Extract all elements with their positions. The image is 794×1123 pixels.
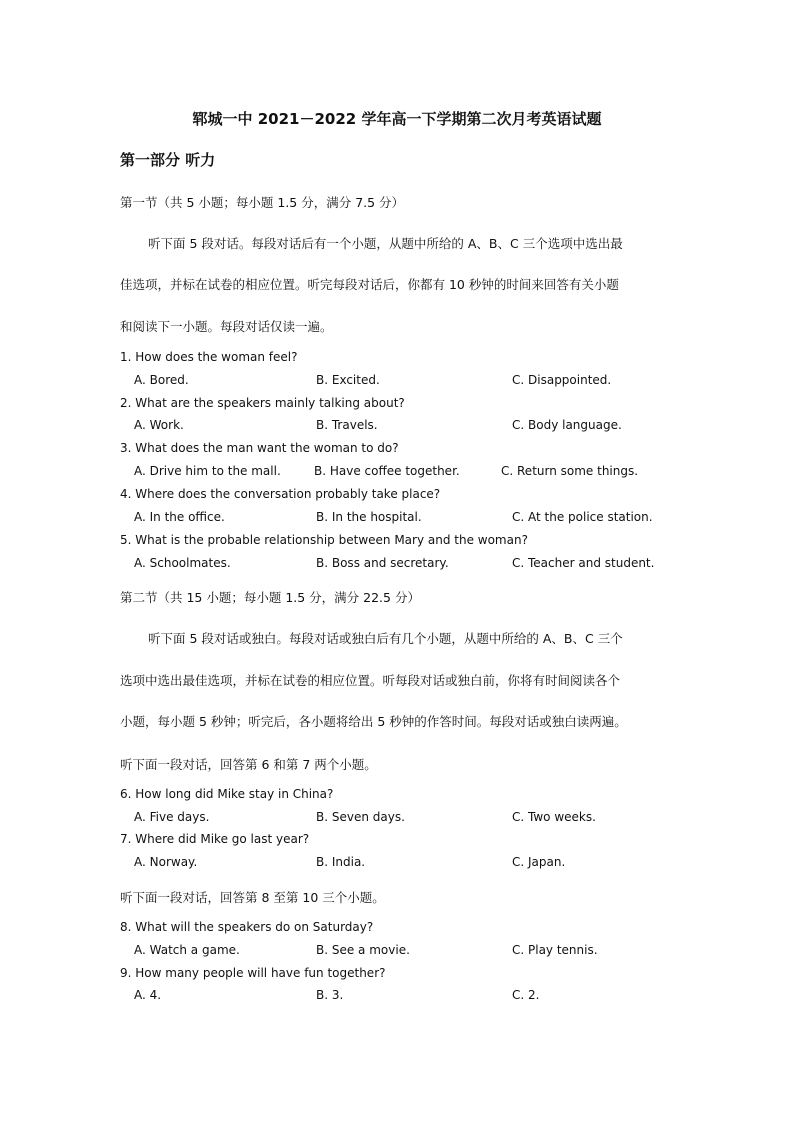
question-1-option-a: A. Bored.: [134, 373, 189, 387]
question-9: 9. How many people will have fun together?: [120, 966, 386, 980]
question-1-option-c: C. Disappointed.: [512, 373, 612, 387]
question-3: 3. What does the man want the woman to do?: [120, 441, 399, 455]
question-9-option-c: C. 2.: [512, 988, 540, 1002]
section2-instruction-line: 小题，每小题 5 秒钟；听完后，各小题将给出 5 秒钟的作答时间。每段对话或独白读两遍。: [120, 714, 627, 729]
question-5-option-c: C. Teacher and student.: [512, 556, 655, 570]
section2-heading: 第二节（共 15 小题；每小题 1.5 分，满分 22.5 分）: [120, 590, 420, 605]
section1-instruction-line: 听下面 5 段对话。每段对话后有一个小题，从题中所给的 A、B、C 三个选项中选出最: [148, 236, 623, 251]
question-6-option-a: A. Five days.: [134, 810, 210, 824]
section2-instruction-line: 听下面 5 段对话或独白。每段对话或独白后有几个小题，从题中所给的 A、B、C 三个: [148, 631, 623, 646]
question-8-option-b: B. See a movie.: [316, 943, 410, 957]
page-title: 郓城一中 2021－2022 学年高一下学期第二次月考英语试题: [192, 110, 602, 128]
question-4-option-c: C. At the police station.: [512, 510, 653, 524]
question-2-option-c: C. Body language.: [512, 418, 622, 432]
section2-instruction-line: 选项中选出最佳选项，并标在试卷的相应位置。听每段对话或独白前，你将有时间阅读各个: [120, 673, 621, 688]
question-8-option-c: C. Play tennis.: [512, 943, 598, 957]
question-7-option-b: B. India.: [316, 855, 366, 869]
question-5-option-b: B. Boss and secretary.: [316, 556, 449, 570]
section1-heading: 第一节（共 5 小题；每小题 1.5 分，满分 7.5 分）: [120, 195, 405, 210]
question-2: 2. What are the speakers mainly talking about?: [120, 396, 405, 410]
question-8-option-a: A. Watch a game.: [134, 943, 240, 957]
dialogue-instruction: 听下面一段对话，回答第 8 至第 10 三个小题。: [120, 890, 385, 905]
question-6-option-b: B. Seven days.: [316, 810, 405, 824]
question-9-option-a: A. 4.: [134, 988, 162, 1002]
question-6: 6. How long did Mike stay in China?: [120, 787, 334, 801]
part-heading: 第一部分 听力: [120, 151, 216, 169]
question-2-option-b: B. Travels.: [316, 418, 378, 432]
question-1: 1. How does the woman feel?: [120, 350, 298, 364]
question-7: 7. Where did Mike go last year?: [120, 832, 310, 846]
question-3-option-a: A. Drive him to the mall.: [134, 464, 281, 478]
question-4-option-b: B. In the hospital.: [316, 510, 422, 524]
dialogue-instruction: 听下面一段对话，回答第 6 和第 7 两个小题。: [120, 757, 377, 772]
question-5: 5. What is the probable relationship between Mary and the woman?: [120, 533, 528, 547]
question-8: 8. What will the speakers do on Saturday?: [120, 920, 374, 934]
question-4-option-a: A. In the office.: [134, 510, 225, 524]
question-1-option-b: B. Excited.: [316, 373, 380, 387]
question-7-option-c: C. Japan.: [512, 855, 566, 869]
question-2-option-a: A. Work.: [134, 418, 184, 432]
question-3-option-b: B. Have coffee together.: [314, 464, 460, 478]
question-3-option-c: C. Return some things.: [501, 464, 639, 478]
question-6-option-c: C. Two weeks.: [512, 810, 596, 824]
section1-instruction-line: 和阅读下一小题。每段对话仅读一遍。: [120, 319, 333, 334]
question-5-option-a: A. Schoolmates.: [134, 556, 231, 570]
section1-instruction-line: 佳选项，并标在试卷的相应位置。听完每段对话后，你都有 10 秒钟的时间来回答有关小题: [120, 277, 619, 292]
question-4: 4. Where does the conversation probably take place?: [120, 487, 441, 501]
question-9-option-b: B. 3.: [316, 988, 344, 1002]
question-7-option-a: A. Norway.: [134, 855, 198, 869]
